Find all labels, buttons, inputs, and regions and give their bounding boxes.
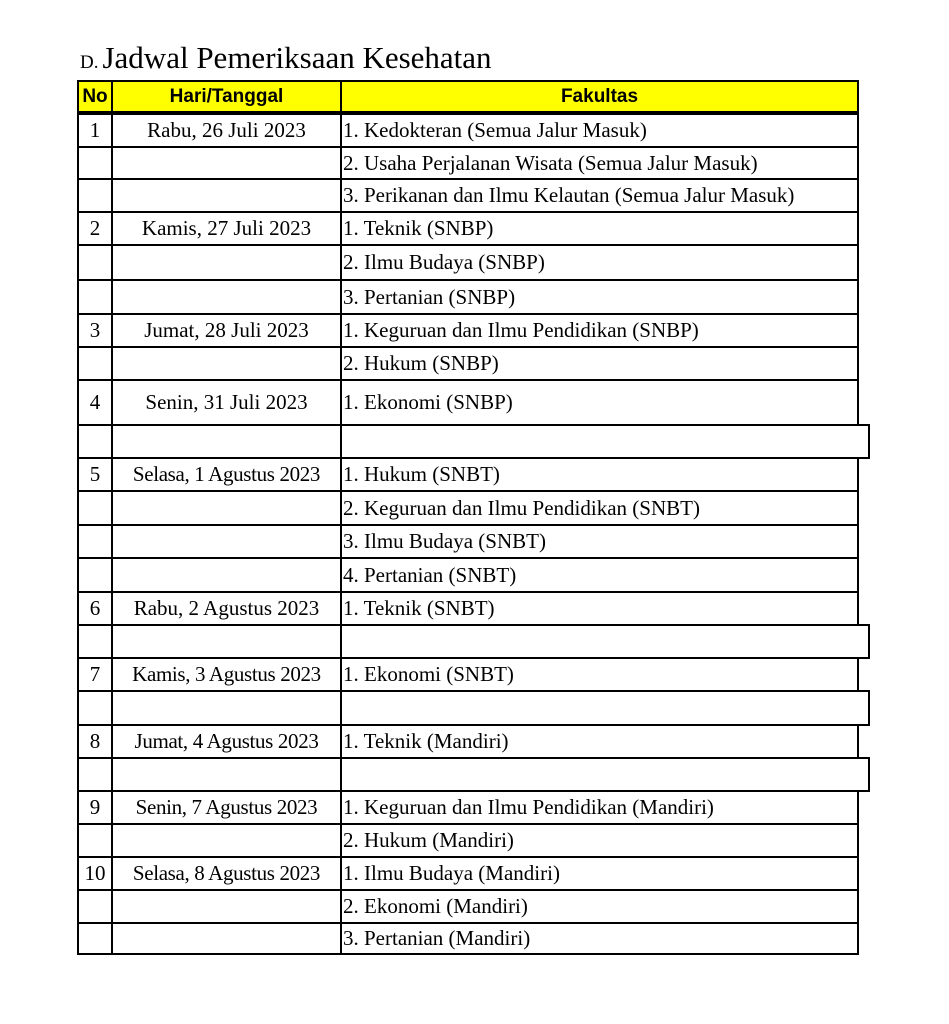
row-number-cell (77, 524, 113, 559)
faculty-cell: 2. Ekonomi (Mandiri) (340, 889, 859, 924)
faculty-cell: 4. Pertanian (SNBT) (340, 557, 859, 593)
date-cell (111, 557, 342, 593)
date-cell (111, 490, 342, 526)
faculty-cell: 2. Hukum (SNBP) (340, 346, 859, 381)
date-cell: Senin, 7 Agustus 2023 (111, 790, 342, 825)
row-number-cell (77, 624, 113, 659)
faculty-cell: 3. Pertanian (SNBP) (340, 279, 859, 315)
faculty-cell (340, 424, 870, 459)
date-cell (111, 244, 342, 281)
faculty-cell: 1. Teknik (SNBT) (340, 591, 859, 626)
faculty-cell: 1. Teknik (Mandiri) (340, 724, 859, 759)
date-cell (111, 346, 342, 381)
date-cell: Kamis, 27 Juli 2023 (111, 211, 342, 246)
faculty-cell: 1. Kedokteran (Semua Jalur Masuk) (340, 113, 859, 148)
faculty-cell: 1. Ekonomi (SNBT) (340, 657, 859, 692)
date-cell (111, 922, 342, 955)
row-number-cell (77, 557, 113, 593)
date-cell (111, 279, 342, 315)
page-title: Jadwal Pemeriksaan Kesehatan (102, 40, 492, 75)
header-hari-tanggal: Hari/Tanggal (111, 80, 342, 113)
row-number-cell: 6 (77, 591, 113, 626)
date-cell (111, 146, 342, 180)
row-number-cell (77, 757, 113, 792)
date-cell: Selasa, 1 Agustus 2023 (111, 457, 342, 492)
row-number-cell: 9 (77, 790, 113, 825)
date-cell (111, 624, 342, 659)
faculty-cell: 3. Perikanan dan Ilmu Kelautan (Semua Jalur Masuk) (340, 178, 859, 213)
row-number-cell (77, 424, 113, 459)
date-cell: Jumat, 4 Agustus 2023 (111, 724, 342, 759)
row-number-cell: 7 (77, 657, 113, 692)
header-no: No (77, 80, 113, 113)
date-cell: Kamis, 3 Agustus 2023 (111, 657, 342, 692)
row-number-cell (77, 178, 113, 213)
row-number-cell (77, 922, 113, 955)
row-number-cell: 8 (77, 724, 113, 759)
faculty-cell: 1. Teknik (SNBP) (340, 211, 859, 246)
faculty-cell: 1. Hukum (SNBT) (340, 457, 859, 492)
faculty-cell: 1. Ilmu Budaya (Mandiri) (340, 856, 859, 891)
date-cell (111, 424, 342, 459)
faculty-cell (340, 624, 870, 659)
faculty-cell: 2. Keguruan dan Ilmu Pendidikan (SNBT) (340, 490, 859, 526)
faculty-cell (340, 690, 870, 726)
row-number-cell: 3 (77, 313, 113, 348)
date-cell: Jumat, 28 Juli 2023 (111, 313, 342, 348)
row-number-cell: 1 (77, 113, 113, 148)
row-number-cell (77, 346, 113, 381)
faculty-cell: 1. Ekonomi (SNBP) (340, 379, 859, 426)
date-cell (111, 889, 342, 924)
date-cell: Selasa, 8 Agustus 2023 (111, 856, 342, 891)
date-cell (111, 823, 342, 858)
faculty-cell: 3. Pertanian (Mandiri) (340, 922, 859, 955)
row-number-cell (77, 889, 113, 924)
row-number-cell: 4 (77, 379, 113, 426)
row-number-cell (77, 244, 113, 281)
date-cell: Senin, 31 Juli 2023 (111, 379, 342, 426)
faculty-cell: 1. Keguruan dan Ilmu Pendidikan (Mandiri) (340, 790, 859, 825)
faculty-cell: 1. Keguruan dan Ilmu Pendidikan (SNBP) (340, 313, 859, 348)
date-cell: Rabu, 26 Juli 2023 (111, 113, 342, 148)
row-number-cell: 10 (77, 856, 113, 891)
date-cell (111, 178, 342, 213)
date-cell (111, 757, 342, 792)
row-number-cell (77, 823, 113, 858)
faculty-cell (340, 757, 870, 792)
row-number-cell (77, 146, 113, 180)
date-cell (111, 690, 342, 726)
row-number-cell: 5 (77, 457, 113, 492)
date-cell (111, 524, 342, 559)
row-number-cell (77, 279, 113, 315)
date-cell: Rabu, 2 Agustus 2023 (111, 591, 342, 626)
header-fakultas: Fakultas (340, 80, 859, 113)
row-number-cell (77, 490, 113, 526)
row-number-cell: 2 (77, 211, 113, 246)
faculty-cell: 2. Ilmu Budaya (SNBP) (340, 244, 859, 281)
faculty-cell: 2. Usaha Perjalanan Wisata (Semua Jalur Masuk) (340, 146, 859, 180)
row-number-cell (77, 690, 113, 726)
section-letter: D. (80, 52, 99, 73)
faculty-cell: 2. Hukum (Mandiri) (340, 823, 859, 858)
faculty-cell: 3. Ilmu Budaya (SNBT) (340, 524, 859, 559)
